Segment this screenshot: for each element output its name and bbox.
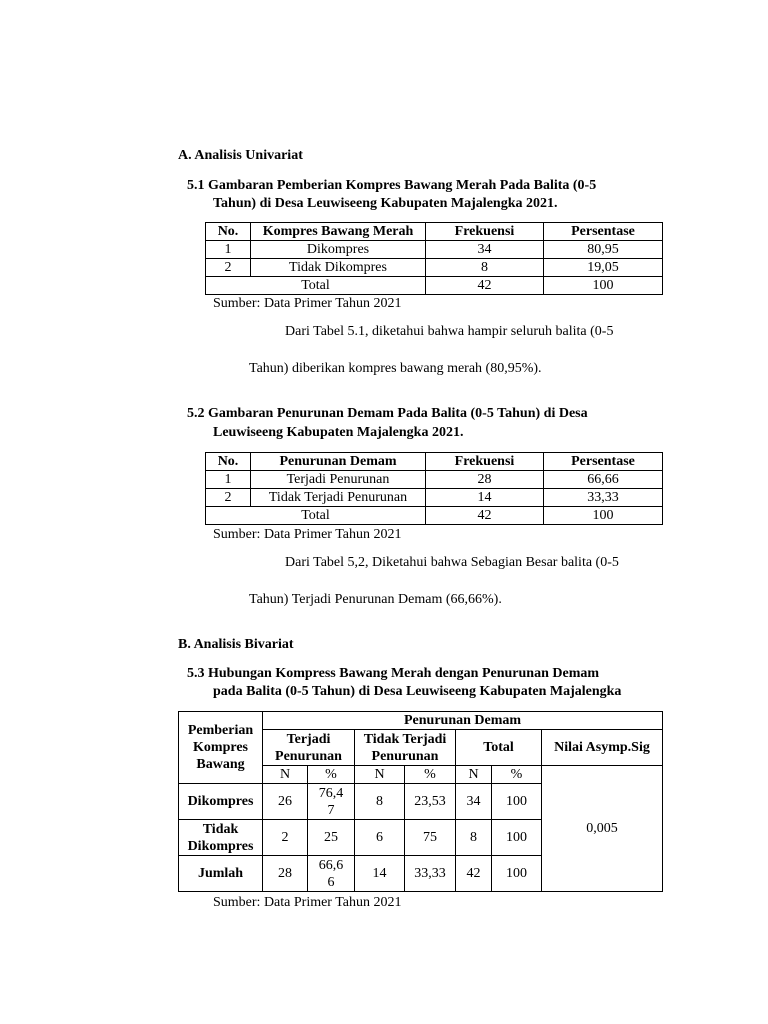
table-cell: 34 bbox=[456, 784, 492, 820]
table-cell: 8 bbox=[426, 259, 544, 277]
table-cell: 1 bbox=[206, 241, 251, 259]
table2-header-persentase: Persentase bbox=[544, 453, 663, 471]
table3-header-terjadi: Terjadi Penurunan bbox=[263, 730, 355, 766]
table-cell: 66,6 6 bbox=[308, 856, 355, 892]
table-cell: 8 bbox=[355, 784, 405, 820]
table-cell: 14 bbox=[426, 489, 544, 507]
table1-title-line2: Tahun) di Desa Leuwiseeng Kabupaten Majalengka 2021. bbox=[213, 196, 558, 211]
table1-header-frekuensi: Frekuensi bbox=[426, 223, 544, 241]
table-cell: 42 bbox=[426, 507, 544, 525]
table1-source: Sumber: Data Primer Tahun 2021 bbox=[213, 296, 402, 311]
table-cell: 66,66 bbox=[544, 471, 663, 489]
table-cell: 33,33 bbox=[405, 856, 456, 892]
table-cell: 33,33 bbox=[544, 489, 663, 507]
table-cell: 100 bbox=[492, 820, 542, 856]
table3-title-line1: 5.3 Hubungan Kompress Bawang Merah dengan Penurunan Demam bbox=[187, 666, 600, 681]
table-cell: Terjadi Penurunan bbox=[251, 471, 426, 489]
table3-row-label: Tidak Dikompres bbox=[179, 820, 263, 856]
table3-header-penurunan: Penurunan Demam bbox=[263, 712, 663, 730]
table3-sub-n: N bbox=[456, 766, 492, 784]
table2-source: Sumber: Data Primer Tahun 2021 bbox=[213, 527, 402, 542]
table-cell: 42 bbox=[426, 277, 544, 295]
table-cell: Total bbox=[206, 277, 426, 295]
table2-header-frekuensi: Frekuensi bbox=[426, 453, 544, 471]
table-cell: 100 bbox=[544, 277, 663, 295]
table3-header-total: Total bbox=[456, 730, 542, 766]
table1-title-line1: 5.1 Gambaran Pemberian Kompres Bawang Merah Pada Balita (0-5 bbox=[187, 178, 597, 193]
table-cell: 2 bbox=[206, 489, 251, 507]
table2-header-penurunan: Penurunan Demam bbox=[251, 453, 426, 471]
table-row bbox=[206, 471, 663, 489]
table-cell: 6 bbox=[355, 820, 405, 856]
table3-sub-pct: % bbox=[405, 766, 456, 784]
table3-sub-n: N bbox=[355, 766, 405, 784]
table-cell: 1 bbox=[206, 471, 251, 489]
table2-header-no: No. bbox=[206, 453, 251, 471]
table2-paragraph-line1: Dari Tabel 5,2, Diketahui bahwa Sebagian Besar balita (0-5 bbox=[285, 555, 619, 570]
table-cell: 19,05 bbox=[544, 259, 663, 277]
table1-paragraph-line1: Dari Tabel 5.1, diketahui bahwa hampir seluruh balita (0-5 bbox=[285, 324, 614, 339]
table1-header-no: No. bbox=[206, 223, 251, 241]
table-total-row bbox=[206, 277, 663, 295]
table2 bbox=[205, 452, 663, 525]
table3-sub-pct: % bbox=[492, 766, 542, 784]
table3-sig-value: 0,005 bbox=[542, 766, 663, 892]
table-cell: 34 bbox=[426, 241, 544, 259]
table-cell: 25 bbox=[308, 820, 355, 856]
table-cell: Tidak Terjadi Penurunan bbox=[251, 489, 426, 507]
table-cell: 2 bbox=[206, 259, 251, 277]
table2-paragraph-line2: Tahun) Terjadi Penurunan Demam (66,66%). bbox=[249, 592, 502, 607]
table1 bbox=[205, 222, 663, 295]
table1-header-kompres: Kompres Bawang Merah bbox=[251, 223, 426, 241]
table-row bbox=[206, 241, 663, 259]
table-cell: 100 bbox=[492, 784, 542, 820]
table3-header-nilai: Nilai Asymp.Sig bbox=[542, 730, 663, 766]
table-cell: 100 bbox=[492, 856, 542, 892]
table-row bbox=[206, 259, 663, 277]
table3 bbox=[178, 711, 663, 892]
table3-header-pemberian: Pemberian Kompres Bawang bbox=[179, 712, 263, 784]
section-a-heading: A. Analisis Univariat bbox=[178, 148, 303, 163]
table-cell: 42 bbox=[456, 856, 492, 892]
table1-paragraph-line2: Tahun) diberikan kompres bawang merah (80,95%). bbox=[249, 361, 542, 376]
table3-title-line2: pada Balita (0-5 Tahun) di Desa Leuwiseeng Kabupaten Majalengka bbox=[213, 684, 622, 699]
table-cell: 8 bbox=[456, 820, 492, 856]
table-cell: 14 bbox=[355, 856, 405, 892]
table-cell: 76,4 7 bbox=[308, 784, 355, 820]
table-cell: Total bbox=[206, 507, 426, 525]
table3-row-label: Jumlah bbox=[179, 856, 263, 892]
table-cell: 23,53 bbox=[405, 784, 456, 820]
table-cell: 2 bbox=[263, 820, 308, 856]
table-cell: 100 bbox=[544, 507, 663, 525]
table-cell: 28 bbox=[263, 856, 308, 892]
table1-header-persentase: Persentase bbox=[544, 223, 663, 241]
table3-sub-n: N bbox=[263, 766, 308, 784]
table-cell: Dikompres bbox=[251, 241, 426, 259]
table-cell: 75 bbox=[405, 820, 456, 856]
table-cell: 26 bbox=[263, 784, 308, 820]
table-cell: 80,95 bbox=[544, 241, 663, 259]
table2-title-line2: Leuwiseeng Kabupaten Majalengka 2021. bbox=[213, 425, 464, 440]
table-total-row bbox=[206, 507, 663, 525]
table-row bbox=[206, 489, 663, 507]
section-b-heading: B. Analisis Bivariat bbox=[178, 637, 294, 652]
table3-header-tidak-terjadi: Tidak Terjadi Penurunan bbox=[355, 730, 456, 766]
table2-title-line1: 5.2 Gambaran Penurunan Demam Pada Balita (0-5 Tahun) di Desa bbox=[187, 406, 588, 421]
table-cell: 28 bbox=[426, 471, 544, 489]
table3-sub-pct: % bbox=[308, 766, 355, 784]
table3-row-label: Dikompres bbox=[179, 784, 263, 820]
table3-source: Sumber: Data Primer Tahun 2021 bbox=[213, 895, 402, 910]
table-cell: Tidak Dikompres bbox=[251, 259, 426, 277]
